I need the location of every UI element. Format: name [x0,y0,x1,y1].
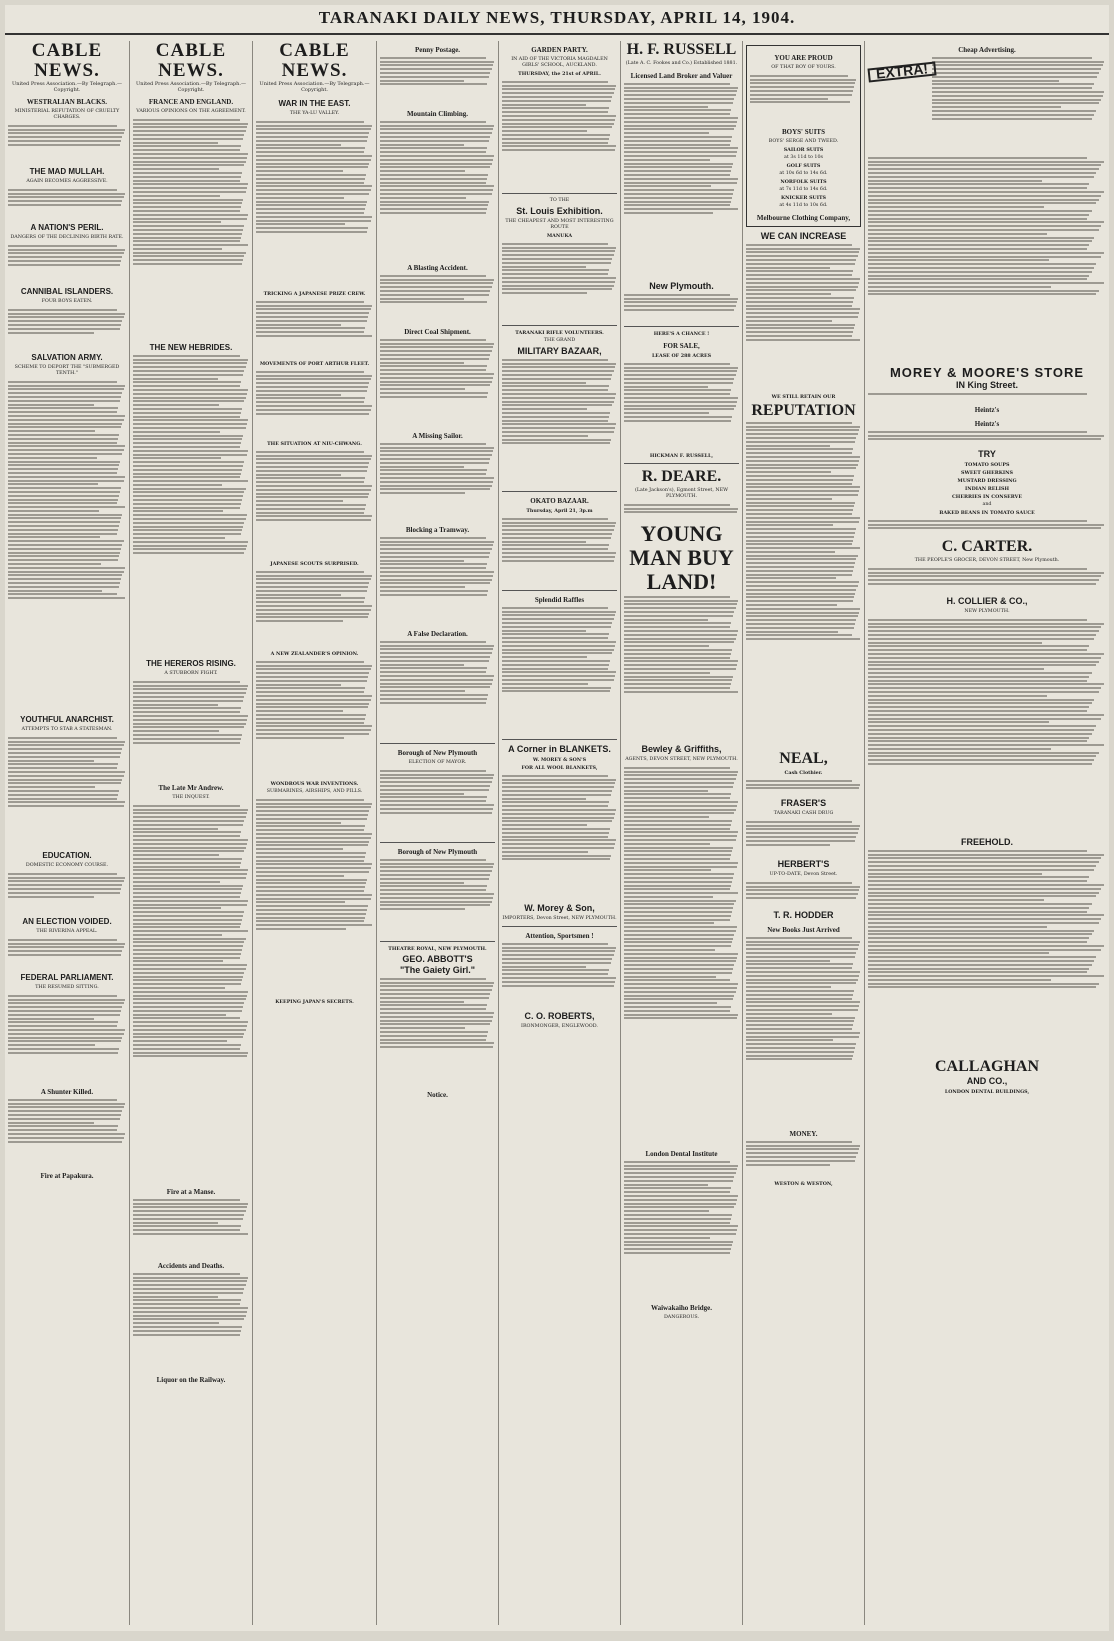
article-body [133,353,249,653]
col3-h4: THE SITUATION AT NIU-CHWANG. [267,441,362,447]
col1-h8-sub: THE RIVERINA APPEAL. [36,929,98,934]
divider [502,491,617,492]
col5-h5: Splendid Raffles [534,596,585,604]
col3-h1-sub: THE YA-LU VALLEY. [289,111,340,116]
article-body [380,976,495,1086]
article-body [8,307,126,347]
article-body [133,803,249,1183]
col1-h3-sub: DANGERS OF THE DECLINING BIRTH RATE. [10,235,124,240]
col2-h5: Fire at a Manse. [166,1188,216,1196]
article-body [256,797,373,997]
column-8 [865,41,1109,1625]
col7-h3: Melbourne Clothing Company, [756,214,851,222]
col1-h9: FEDERAL PARLIAMENT. [20,973,114,982]
col3-h1: WAR IN THE EAST. [278,99,351,108]
col6-h4: FOR SALE, [663,342,700,350]
column-3 [253,41,377,1625]
suit-item: at 10s 6d to 14s 6d. [779,171,828,176]
divider [380,842,495,843]
article-body [502,773,617,903]
col5-h2-to: TO THE [549,198,570,203]
col7-h7: FRASER'S [780,798,827,808]
article-body [502,241,617,321]
divider [502,739,617,740]
col8-h7: FREEHOLD. [960,837,1013,847]
col8-h4: TRY [978,449,996,459]
column-4 [377,41,499,1625]
col5-h6-by: W. MOREY & SON'S [532,757,587,763]
suit-item: at 4s 11d to 10s 6d. [779,203,828,208]
article-body [380,768,495,838]
col3-tag: United Press Association.—By Telegraph.—Copyright. [259,81,370,93]
col5-h3-title: MILITARY BAZAAR, [517,346,602,356]
col1-h1-sub: MINISTERIAL REFUTATION OF CRUELTY CHARGES. [14,109,120,120]
suit-item: at 3s 11d to 10s [784,155,823,160]
article-body [8,937,126,967]
article-body [8,1097,126,1167]
divider [502,193,617,194]
col7-h8: HERBERT'S [777,859,830,869]
article-body [380,535,495,625]
suit-item: SAILOR SUITS [783,147,824,153]
article-body [746,935,861,1125]
article-body [624,765,739,1145]
col4-h3: A Blasting Accident. [407,264,468,272]
article-body [624,361,739,451]
article-body [133,1271,249,1371]
article-body [502,79,617,189]
col7-h10: New Books Just Arrived [767,926,840,934]
col5-h6-sub: FOR ALL WOOL BLANKETS, [521,765,598,771]
col5-h8: Attention, Sportsmen ! [525,932,594,940]
col4-h1: Penny Postage. [414,46,461,54]
col5-h2-ship: MANUKA [546,233,573,239]
col8-h5: C. CARTER. [941,538,1033,555]
col1-h4-sub: FOUR BOYS EATEN. [41,299,93,304]
extra-badge: EXTRA! [867,61,936,82]
product-item: INDIAN RELISH [964,486,1010,492]
col1-h9-sub: THE RESUMED SITTING. [35,985,99,990]
col2-h6: Accidents and Deaths. [157,1262,225,1270]
article-body [256,569,373,649]
column-2 [130,41,253,1625]
col2-tag: United Press Association.—By Telegraph.—Copyright. [136,81,246,93]
article-body [133,117,249,337]
col7-h5-sub: WE STILL RETAIN OUR [771,394,836,400]
article-body [868,617,1106,837]
boys-suits-ad [746,45,861,227]
col6-h2: New Plymouth. [649,281,714,291]
col3-h7: WONDROUS WAR INVENTIONS. [270,781,359,787]
divider [380,941,495,942]
col1-h5: SALVATION ARMY. [31,353,103,362]
divider [624,326,739,327]
col6-h1-sub: (Late A. C. Fookes and Co.) Established 1881. [625,61,738,66]
col8-h2-sub: IN King Street. [955,380,1018,390]
col8-h6-sub: NEW PLYMOUTH. [964,609,1010,614]
col5-h9-sub: IRONMONGER, ENGLEWOOD. [521,1024,598,1029]
col4-h10-act: GEO. ABBOTT'S [402,954,473,964]
article-body [624,502,739,522]
article-body [868,155,1106,365]
article-body [624,81,739,281]
col2-h2: THE NEW HEBRIDES. [149,343,233,352]
col1-h10: A Shunter Killed. [40,1088,94,1096]
col1-h1: WESTRALIAN BLACKS. [26,98,108,106]
article-body [8,871,126,911]
col1-h2: THE MAD MULLAH. [29,167,105,176]
col4-h4: Direct Coal Shipment. [404,328,471,336]
col4-h9: Borough of New Plymouth [397,848,478,856]
col6-h10: Waiwakaiho Bridge. [650,1304,713,1312]
article-body [746,778,861,798]
divider [624,463,739,464]
article-body [502,941,617,1011]
column-7 [743,41,865,1625]
col4-h5: A Missing Sailor. [412,432,463,440]
col5-h9: C. O. ROBERTS, [524,1011,595,1021]
col6-h6: R. DEARE. [641,468,722,485]
divider [502,926,617,927]
col7-h1-sub: OF THAT BOY OF YOURS. [771,65,836,70]
product-item: MUSTARD DRESSING [957,478,1017,484]
col2-h4-sub: THE INQUEST. [172,795,210,800]
col7-h6-sub: Cash Clothier. [784,770,823,776]
article-body [624,1159,739,1299]
article-body [746,819,861,859]
col7-h11: MONEY. [789,1130,818,1138]
col6-h6-sub: (Late Jackson's), Egmont Street, NEW PLYMOUTH. [634,488,729,499]
col5-h1-sub: IN AID OF THE VICTORIA MAGDALEN GIRLS' SCHOOL, AUCKLAND. [511,57,608,68]
col6-h5: HICKMAN F. RUSSELL, [649,453,714,459]
col1-h2-sub: AGAIN BECOMES AGGRESSIVE. [26,179,108,184]
newspaper-page [5,5,1109,1631]
product-item: BAKED BEANS IN TOMATO SAUCE [939,510,1035,516]
article-body [8,735,126,845]
col5-h3-sub: THE GRAND [543,338,576,343]
col4-h7: A False Declaration. [407,630,468,638]
col3-title: CABLE NEWS. [279,41,350,81]
col6-h1: H. F. RUSSELL [626,41,737,58]
col2-title: CABLE NEWS. [155,41,227,81]
col3-h3: MOVEMENTS OF PORT ARTHUR FLEET. [259,361,370,367]
col3-h8: KEEPING JAPAN'S SECRETS. [275,999,354,1005]
article-body [624,292,739,322]
article-body [932,55,1106,155]
column-1 [5,41,130,1625]
article-body [750,73,857,123]
column-5 [499,41,621,1625]
col1-h6: YOUTHFUL ANARCHIST. [20,715,114,724]
col1-h7-sub: DOMESTIC ECONOMY COURSE. [25,863,109,868]
divider [380,743,495,744]
col5-h7: W. Morey & Son, [524,903,595,913]
product-item: SWEET GHERKINS [961,470,1013,476]
col4-h2: Mountain Climbing. [406,110,469,118]
article-body [502,516,617,586]
col1-h3: A NATION'S PERIL. [30,223,104,232]
col7-h9: T. R. HODDER [773,910,834,920]
article-body [502,357,617,487]
article-body [133,1197,249,1257]
article-body [868,848,1106,1058]
article-body [868,429,1106,449]
col5-h7-sub: IMPORTERS, Devon Street, NEW PLYMOUTH. [502,916,617,921]
article-body [380,441,495,521]
article-body [133,679,249,779]
col2-h4: The Late Mr Andrew. [158,784,224,792]
col2-h3-sub: A STUBBORN FIGHT. [164,671,218,676]
article-body [868,518,1106,538]
col3-h5: JAPANESE SCOUTS SURPRISED. [270,561,359,567]
article-body [8,243,126,281]
suit-item: BOYS' SERGE AND TWEED. [768,139,839,144]
article-body [380,119,495,259]
article-body [380,857,495,937]
article-body [746,242,861,392]
article-body [256,369,373,439]
article-body [868,391,1106,401]
article-body [8,993,126,1083]
col4-h8: Borough of New Plymouth [397,749,478,757]
extra-figure [868,55,928,155]
col6-h9: London Dental Institute [645,1150,718,1158]
col5-h6: A Corner in BLANKETS. [508,744,611,754]
col5-h1: GARDEN PARTY. [531,46,588,54]
col7-h8-sub: UP-TO-DATE, Devon Street. [769,872,838,877]
article-body [380,55,495,105]
col8-h5-sub: THE PEOPLE'S GROCER, DEVON STREET, New Plymouth. [914,558,1060,563]
col6-h3: HERE'S A CHANCE ! [653,331,710,337]
suit-item: GOLF SUITS [786,163,821,169]
col3-h6: A NEW ZEALANDER'S OPINION. [270,651,359,657]
article-body [8,379,126,709]
col5-h1-date: THURSDAY, the 21st of APRIL. [518,71,601,77]
article-body [256,119,373,289]
col5-h2-sub: THE CHEAPEST AND MOST INTERESTING ROUTE [505,219,614,230]
suit-item: KNICKER SUITS [780,195,827,201]
col1-h11: Fire at Papakura. [40,1172,94,1180]
col6-h10-sub: DANGEROUS. [663,1315,700,1320]
col4-h8-sub: ELECTION OF MAYOR. [408,760,467,765]
col1-h8: AN ELECTION VOIDED. [22,917,112,926]
col6-h1-title: Licensed Land Broker and Valuer [630,72,733,80]
col2-h1: FRANCE AND ENGLAND. [148,98,234,106]
article-body [256,449,373,559]
col1-h7: EDUCATION. [42,851,92,860]
col1-h5-sub: SCHEME TO DEPORT THE "SUBMERGED TENTH." [14,365,120,376]
suit-item: NORFOLK SUITS [780,179,827,185]
article-body [746,1139,861,1179]
col2-h1-sub: VARIOUS OPINIONS ON THE AGREEMENT. [136,109,246,114]
col1-title: CABLE NEWS. [31,41,103,81]
col7-h4: WE CAN INCREASE [760,231,847,241]
col3-h7-sub: SUBMARINES, AIRSHIPS, AND PILLS. [266,789,363,794]
col8-h1: Cheap Advertising. [958,46,1016,54]
divider [502,325,617,326]
col3-h2: TRICKING A JAPANESE PRIZE CREW. [263,291,366,297]
col5-h4: OKATO BAZAAR. [530,497,589,505]
col8-h8-tail: LONDON DENTAL BUILDINGS, [944,1089,1030,1095]
masthead: TARANAKI DAILY NEWS, THURSDAY, APRIL 14, 1904. [5,5,1109,35]
article-body [868,566,1106,596]
col6-h8-sub: AGENTS, DEVON STREET, NEW PLYMOUTH. [625,757,738,762]
article-body [380,273,495,323]
article-body [746,420,861,750]
col8-h3-b: Heintz's [974,420,1000,428]
col7-h12: WESTON & WESTON, [774,1181,833,1187]
col8-h3: Heintz's [974,406,1000,414]
product-item: CHERRIES IN CONSERVE [951,494,1022,500]
product-item: and [982,502,992,507]
article-body [380,639,495,739]
col7-h1: YOU ARE PROUD [774,54,833,62]
col1-h6-sub: ATTEMPTS TO STAB A STATESMAN. [21,727,113,732]
col6-h4-lease: LEASE OF 288 ACRES [651,353,712,359]
divider [502,590,617,591]
col1-tag: United Press Association.—By Telegraph.—Copyright. [12,81,122,93]
suit-item: at 7s 11d to 14s 6d. [779,187,828,192]
col5-h4-date: Thursday, April 21, 3p.m [526,508,593,514]
col7-h6: NEAL, [779,750,828,767]
col6-h7: YOUNG MAN BUY LAND! [629,521,734,594]
col6-h8: Bewley & Griffiths, [641,744,722,754]
col4-h6: Blocking a Tramway. [405,526,470,534]
col5-h3: TARANAKI RIFLE VOLUNTEERS. [515,330,604,336]
col8-h6: H. COLLIER & CO., [946,596,1028,606]
article-body [256,299,373,359]
extra-ad [868,55,1106,155]
col4-h11: Notice. [427,1091,448,1099]
col7-h2: BOYS' SUITS [782,128,825,136]
article-body [8,123,126,161]
article-body [502,605,617,735]
product-item: TOMATO SOUPS [964,462,1010,468]
column-6 [621,41,743,1625]
col5-h2: St. Louis Exhibition. [516,206,603,216]
article-body [746,880,861,910]
col1-h4: CANNIBAL ISLANDERS. [20,287,114,296]
col2-h7: Liquor on the Railway. [156,1376,226,1384]
col7-h5: REPUTATION [751,402,856,419]
col2-h3: THE HEREROS RISING. [146,659,236,668]
col4-h10-show: "The Gaiety Girl." [399,965,476,975]
article-body [8,187,126,217]
article-body [624,594,739,744]
col7-h7-sub: TARANAKI CASH DRUG [773,811,834,816]
article-body [256,659,373,779]
col8-h8-sub: AND CO., [966,1076,1008,1086]
col4-h10: THEATRE ROYAL, NEW PLYMOUTH. [388,946,487,952]
article-body [380,337,495,427]
col8-h2: MOREY & MOORE'S STORE [889,365,1085,380]
col8-h8: CALLAGHAN [934,1058,1039,1075]
